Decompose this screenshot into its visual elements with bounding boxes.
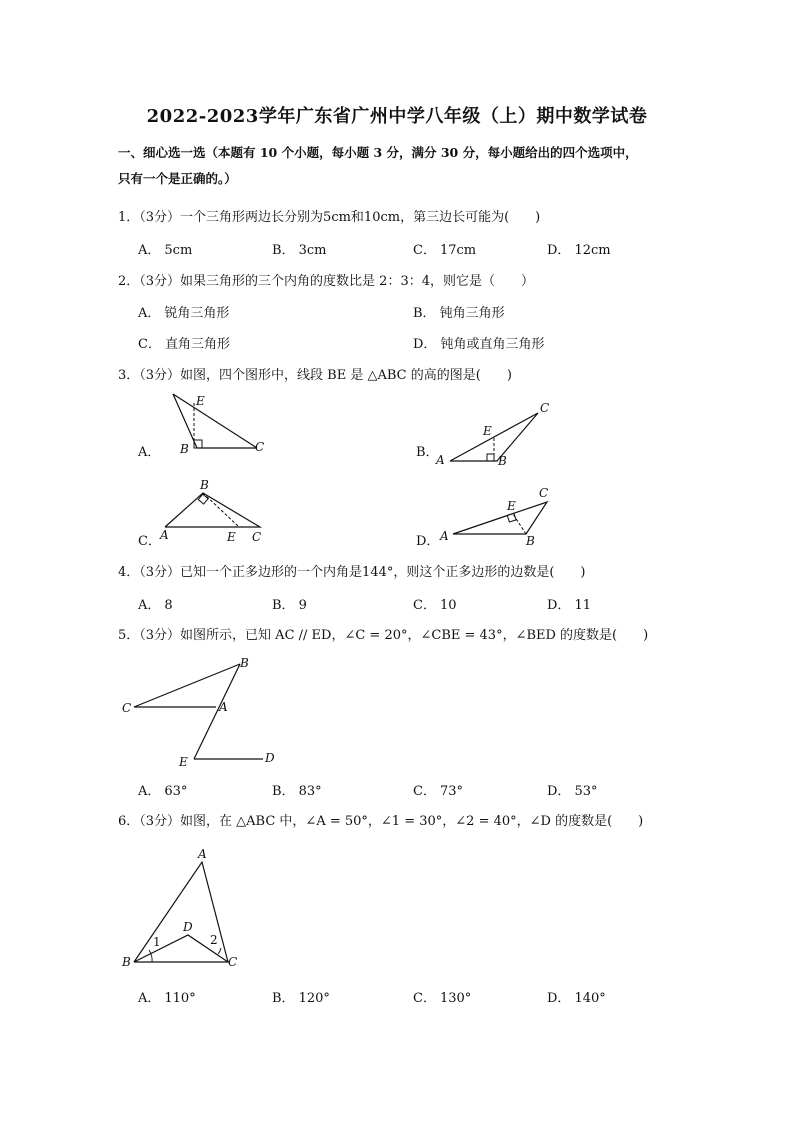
option-label: C． (413, 598, 436, 613)
altitude-line (203, 493, 239, 527)
option-text: 17cm (439, 243, 477, 258)
label-d: D (183, 920, 193, 934)
q1-option-a (138, 239, 192, 258)
option-text: 直角三角形 (164, 337, 230, 352)
q6-option-d (547, 987, 606, 1006)
angle-1-arc (149, 950, 152, 962)
label-angle-1: 1 (153, 935, 161, 949)
option-label: B． (272, 991, 295, 1006)
q6-option-b (272, 987, 330, 1006)
option-label: D． (547, 243, 571, 258)
option-text: 8 (164, 598, 173, 613)
label-a: A (440, 529, 449, 543)
question-6-stem: 6．（3分）如图，在 △ABC 中，∠A = 50°，∠1 = 30°，∠2 = 40°，∠D 的度数是( ) (118, 814, 644, 829)
option-label: C． (413, 784, 436, 799)
label-e: E (227, 530, 236, 544)
q4-option-b (272, 594, 307, 613)
option-label: C． (413, 991, 436, 1006)
option-label: C． (138, 337, 161, 352)
label-b: B (180, 442, 189, 456)
option-label: D． (547, 991, 571, 1006)
option-label: B． (272, 784, 295, 799)
label-a: A (436, 453, 445, 467)
option-text: 锐角三角形 (164, 306, 230, 321)
q4-option-d (547, 594, 591, 613)
label-angle-2: 2 (210, 933, 218, 947)
label-c: C (252, 530, 262, 544)
option-text: 11 (574, 598, 591, 613)
label-c: C (540, 401, 550, 415)
right-angle-mark (487, 454, 494, 461)
option-label: B． (272, 243, 295, 258)
question-5-stem: 5．（3分）如图所示，已知 AC // ED，∠C = 20°，∠CBE = 43°，∠BED 的度数是( ) (118, 628, 649, 643)
option-label: B． (413, 306, 436, 321)
option-text: 5cm (164, 243, 193, 258)
label-a: A (219, 700, 228, 714)
q2-option-a (138, 302, 229, 321)
label-e: E (179, 755, 188, 769)
q1-option-d (547, 239, 611, 258)
option-text: 83° (298, 784, 322, 799)
question-2-stem: 2．（3分）如果三角形的三个内角的度数比是 2：3：4，则它是（ ） (118, 274, 534, 289)
option-text: 73° (439, 784, 463, 799)
q5-option-a (138, 780, 187, 799)
q6-option-a (138, 987, 196, 1006)
section-instructions (118, 140, 678, 192)
option-text: 120° (298, 991, 330, 1006)
option-label: C． (413, 243, 436, 258)
option-text: 10 (439, 598, 457, 613)
q4-option-c (413, 594, 457, 613)
question-4-stem: 4．（3分）已知一个正多边形的一个内角是144°，则这个正多边形的边数是( ) (118, 565, 586, 580)
q2-option-b (413, 302, 505, 321)
option-text: 63° (164, 784, 188, 799)
triangle-abc (134, 862, 228, 962)
option-label: A． (138, 598, 161, 613)
q5-figure (118, 652, 288, 767)
option-label: A． (138, 306, 161, 321)
option-text: 12cm (574, 243, 611, 258)
q5-option-b (272, 780, 322, 799)
triangle-edges (453, 502, 547, 534)
q6-figure (118, 842, 258, 972)
label-a: A (198, 847, 207, 861)
q5-option-d (547, 780, 597, 799)
label-e: E (196, 394, 205, 408)
q3-figure-a (165, 390, 275, 460)
question-1-stem: 1．（3分）一个三角形两边长分别为5cm和10cm，第三边长可能为( ) (118, 210, 541, 225)
label-a: A (160, 528, 169, 542)
option-label: D． (413, 337, 437, 352)
label-b: B (200, 478, 209, 492)
label-b: B (526, 534, 535, 548)
label-e: E (483, 424, 492, 438)
option-text: 钝角或直角三角形 (440, 337, 545, 352)
option-label: A． (138, 784, 161, 799)
option-text: 9 (298, 598, 307, 613)
label-b: B (240, 656, 249, 670)
label-c: C (228, 955, 238, 969)
q3-option-c-label: C． (138, 534, 161, 549)
q3-figure-c (155, 475, 275, 545)
q3-figure-d (440, 482, 570, 547)
option-text: 140° (574, 991, 606, 1006)
q4-option-a (138, 594, 173, 613)
option-text: 110° (164, 991, 196, 1006)
label-c: C (539, 486, 549, 500)
q3-option-b-label: B． (416, 445, 439, 460)
q3-option-a-label: A． (138, 445, 161, 460)
label-d: D (265, 751, 275, 765)
label-c: C (122, 701, 132, 715)
page-title: 2022-2023学年广东省广州中学八年级（上）期中数学试卷 (146, 106, 648, 127)
q3-option-d-label: D． (416, 534, 440, 549)
option-text: 钝角三角形 (439, 306, 505, 321)
option-label: A． (138, 991, 161, 1006)
triangle-edges (165, 493, 260, 527)
label-b: B (122, 955, 131, 969)
angle-2-arc (218, 948, 221, 954)
option-text: 53° (574, 784, 598, 799)
section-instructions-line2: 只有一个是正确的。） (118, 171, 237, 186)
q2-option-c (138, 333, 230, 352)
label-c: C (255, 440, 265, 454)
option-text: 130° (439, 991, 472, 1006)
q1-option-b (272, 239, 326, 258)
q3-figure-b (432, 398, 562, 468)
question-3-stem: 3．（3分）如图，四个图形中，线段 BE 是 △ABC 的高的图是( ) (118, 368, 512, 383)
q1-option-c (413, 239, 476, 258)
option-label: D． (547, 598, 571, 613)
q6-option-c (413, 987, 471, 1006)
option-text: 3cm (298, 243, 327, 258)
option-label: B． (272, 598, 295, 613)
label-e: E (507, 499, 516, 513)
option-label: A． (138, 243, 161, 258)
option-label: D． (547, 784, 571, 799)
section-instructions-line1: 一、细心选一选（本题有 10 个小题，每小题 3 分，满分 30 分，每小题给出的四个选项中， (118, 145, 638, 160)
q2-option-d (413, 333, 544, 352)
segment-be (194, 664, 240, 759)
label-b: B (498, 454, 507, 468)
q5-option-c (413, 780, 463, 799)
